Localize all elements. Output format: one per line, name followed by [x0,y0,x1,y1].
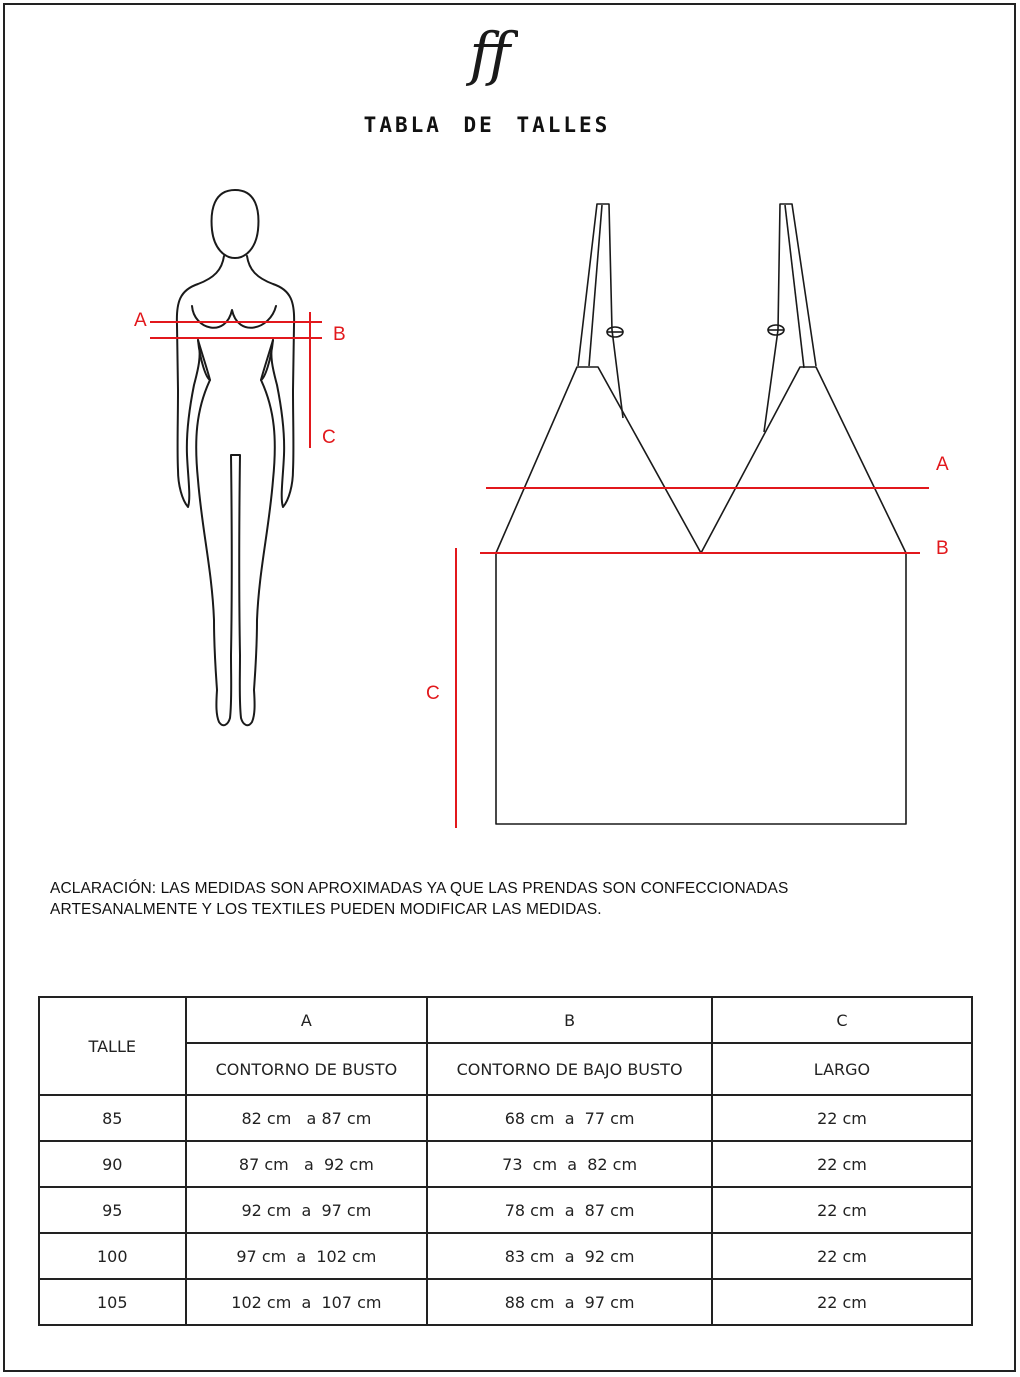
cell-b: 88 cm a 97 cm [427,1279,712,1325]
garment-strap-left-inner [589,205,602,366]
note-line-2: ARTESANALMENTE Y LOS TEXTILES PUEDEN MODIFICAR LAS MEDIDAS. [50,901,602,918]
body-label-c: C [322,427,336,448]
header-letter-b: B [427,997,712,1043]
size-table [38,996,973,1326]
body-label-a: A [134,310,147,331]
table-header-letters [39,997,972,1043]
figure-head [212,190,259,258]
body-figure [177,190,294,725]
cell-a: 82 cm a 87 cm [186,1095,428,1141]
cell-a: 97 cm a 102 cm [186,1233,428,1279]
table-row [39,1233,972,1279]
header-talle: TALLE [39,997,186,1095]
header-name-c: LARGO [712,1043,972,1095]
garment-drawing [496,204,906,824]
figure-bust [192,306,276,328]
cell-c: 22 cm [712,1187,972,1233]
garment-label-a: A [936,454,949,475]
figure-left-side [177,256,294,725]
cell-talle: 95 [39,1187,186,1233]
cell-talle: 90 [39,1141,186,1187]
cell-b: 73 cm a 82 cm [427,1141,712,1187]
cell-a: 102 cm a 107 cm [186,1279,428,1325]
cell-a: 92 cm a 97 cm [186,1187,428,1233]
cell-a: 87 cm a 92 cm [186,1141,428,1187]
header-letter-a: A [186,997,428,1043]
cell-talle: 105 [39,1279,186,1325]
garment-body [496,553,906,824]
body-label-b: B [333,324,346,345]
header-name-b: CONTORNO DE BAJO BUSTO [427,1043,712,1095]
garment-cups [496,367,906,553]
header-name-a: CONTORNO DE BUSTO [186,1043,428,1095]
body-measure-lines [150,312,322,448]
cell-talle: 85 [39,1095,186,1141]
note-line-1: ACLARACIÓN: LAS MEDIDAS SON APROXIMADAS YA QUE LAS PRENDAS SON CONFECCIONADAS [50,880,789,897]
logo-letters: ff [469,20,511,88]
garment-label-b: B [936,538,949,559]
table-row [39,1095,972,1141]
cell-b: 83 cm a 92 cm [427,1233,712,1279]
garment-strap-right [764,204,816,432]
disclaimer-note [50,878,910,920]
cell-c: 22 cm [712,1279,972,1325]
cell-c: 22 cm [712,1095,972,1141]
header-letter-c: C [712,997,972,1043]
table-row [39,1279,972,1325]
table-row [39,1141,972,1187]
garment-strap-right-inner [785,205,804,368]
garment-label-c: C [426,683,440,704]
cell-c: 22 cm [712,1141,972,1187]
cell-c: 22 cm [712,1233,972,1279]
garment-strap-left [578,204,623,418]
table-row [39,1187,972,1233]
cell-b: 78 cm a 87 cm [427,1187,712,1233]
cell-b: 68 cm a 77 cm [427,1095,712,1141]
cell-talle: 100 [39,1233,186,1279]
page-title: TABLA DE TALLES [363,113,611,137]
